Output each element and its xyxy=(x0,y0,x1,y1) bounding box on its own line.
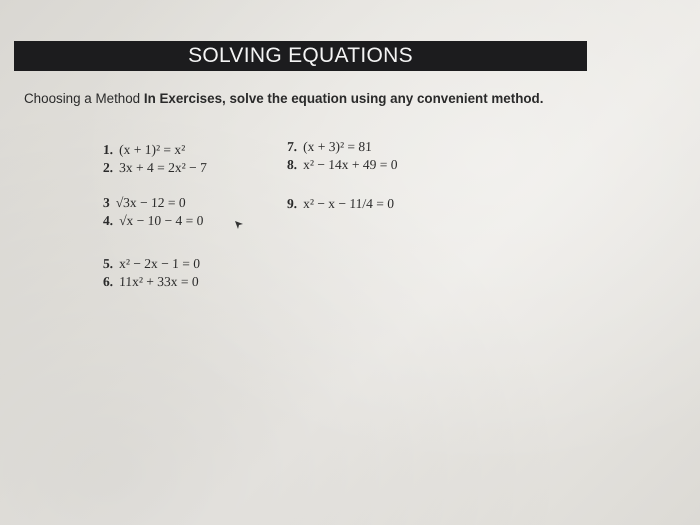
exercise-number: 9. xyxy=(286,196,298,211)
exercise-equation: x² − 2x − 1 = 0 xyxy=(118,256,201,271)
exercise-number: 2. xyxy=(102,160,114,175)
instructions-lead: Choosing a Method xyxy=(24,91,144,106)
exercise-equation: (x + 1)² = x² xyxy=(118,142,186,157)
exercise-number: 3 xyxy=(102,195,111,210)
exercise-number: 6. xyxy=(102,274,114,289)
exercise-6 xyxy=(103,274,199,290)
exercise-equation: √3x − 12 = 0 xyxy=(115,195,186,210)
exercise-number: 7. xyxy=(286,139,298,154)
exercise-number: 8. xyxy=(286,157,298,172)
exercise-equation: (x + 3)² = 81 xyxy=(302,139,373,154)
instructions xyxy=(24,91,543,106)
exercise-7 xyxy=(287,139,372,155)
exercise-equation: 3x + 4 = 2x² − 7 xyxy=(118,160,208,175)
exercise-8 xyxy=(287,157,398,173)
exercise-number: 1. xyxy=(102,142,114,157)
exercise-4 xyxy=(103,213,204,229)
exercise-9 xyxy=(287,196,395,212)
exercise-number: 5. xyxy=(102,256,114,271)
exercise-number: 4. xyxy=(102,213,114,228)
exercise-equation: √x − 10 − 4 = 0 xyxy=(118,213,204,228)
instructions-text: In Exercises, solve the equation using any convenient method. xyxy=(143,91,544,106)
exercise-1 xyxy=(103,142,186,158)
exercise-equation: x² − x − 11/4 = 0 xyxy=(302,196,395,211)
exercise-2 xyxy=(103,160,207,176)
section-title: SOLVING EQUATIONS xyxy=(14,41,587,71)
exercise-3 xyxy=(103,195,186,211)
exercise-equation: x² − 14x + 49 = 0 xyxy=(302,157,398,172)
cursor-icon xyxy=(233,219,245,231)
exercise-equation: 11x² + 33x = 0 xyxy=(118,274,199,289)
exercise-5 xyxy=(103,256,201,272)
